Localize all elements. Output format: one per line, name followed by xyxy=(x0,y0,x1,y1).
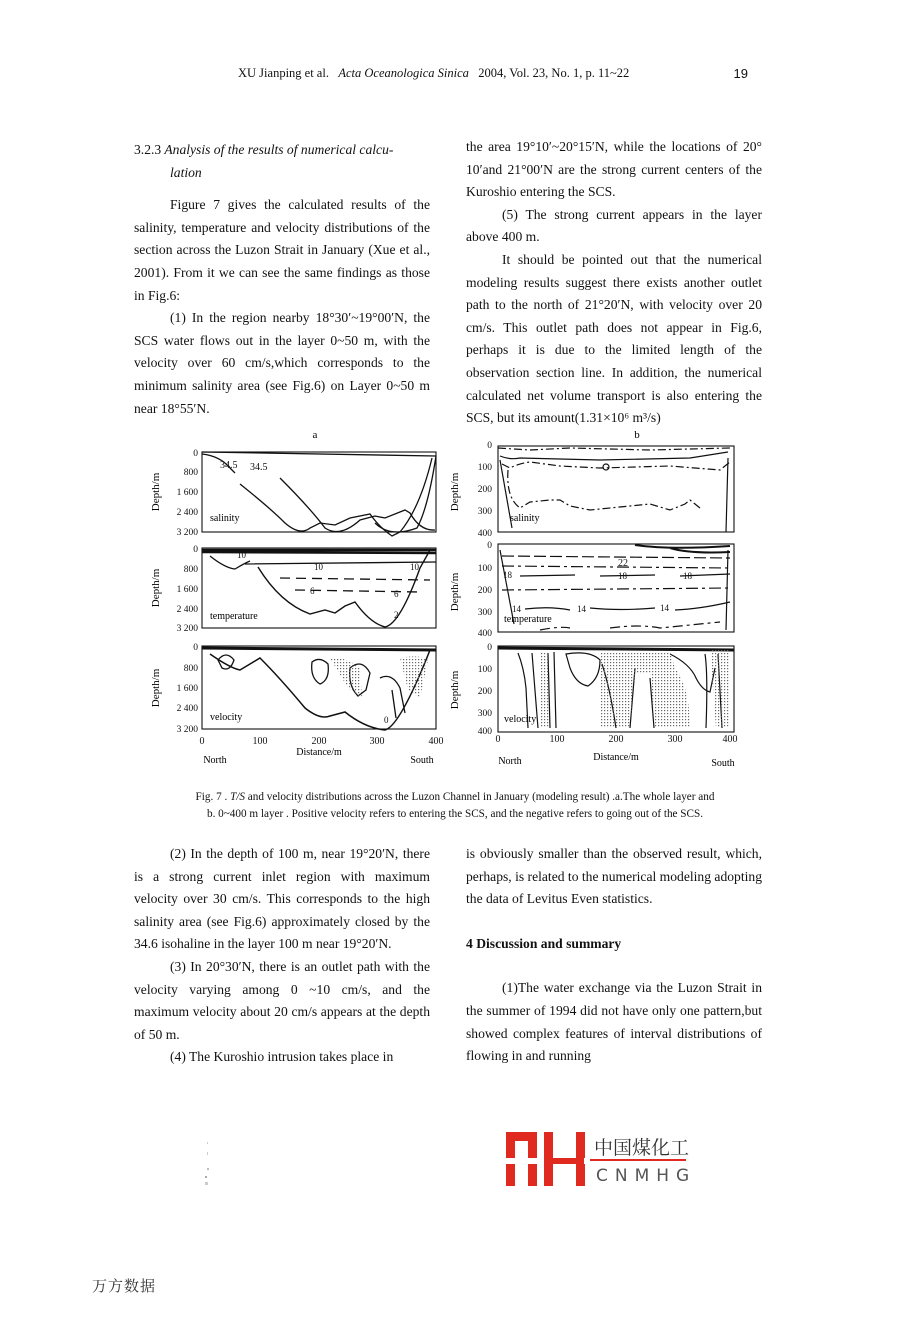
svg-text:2 400: 2 400 xyxy=(176,605,198,615)
panel-a-xlabel: Distance/m xyxy=(296,747,342,758)
running-header xyxy=(238,66,748,81)
svg-text:10: 10 xyxy=(237,550,246,560)
svg-text:0: 0 xyxy=(487,643,492,653)
svg-text:300: 300 xyxy=(667,734,683,745)
svg-text:34.5: 34.5 xyxy=(250,462,268,473)
panel-a xyxy=(202,452,436,730)
section-heading xyxy=(134,139,430,162)
panel-a-north: North xyxy=(203,755,227,766)
paragraph: Figure 7 gives the calculated results of the salinity, temperature and velocity distributions of the section across the Luzon Strait in January (Xue et al., 2001). From it we can see the same findings as those in Fig.6: xyxy=(134,197,430,303)
svg-text:2 400: 2 400 xyxy=(176,508,198,518)
header-citation: 2004, Vol. 23, No. 1, p. 11~22 xyxy=(478,66,630,80)
svg-text:2 400: 2 400 xyxy=(176,704,198,714)
svg-text:400: 400 xyxy=(722,734,738,745)
page-number: 19 xyxy=(733,66,748,81)
figure-7 xyxy=(130,428,770,778)
paragraph: (1)The water exchange via the Luzon Strait in the summer of 1994 did not have only one pattern,but showed complex features of interval distributions of flowing in and running xyxy=(466,980,762,1064)
velocity-shading xyxy=(400,656,428,698)
svg-text:3 200: 3 200 xyxy=(176,528,198,538)
row-label-salinity: salinity xyxy=(210,513,240,524)
svg-text:800: 800 xyxy=(183,565,198,575)
section-heading-4: 4 Discussion and summary xyxy=(466,935,622,951)
panel-b-yticks xyxy=(478,441,493,737)
svg-text:14: 14 xyxy=(512,604,521,614)
paragraph: (2) In the depth of 100 m, near 19°20′N, there is a strong current inlet region with maximum velocity over 30 cm/s. This corresponds to the high salinity area (see Fig.6) approximately closed by the 34.6 isohaline in the layer 100 m near 19°20′N. xyxy=(134,846,430,952)
svg-text:200: 200 xyxy=(608,734,624,745)
svg-text:6: 6 xyxy=(394,589,399,599)
paragraph: the area 19°10′~20°15′N, while the locations of 20° 10′and 21°00′N are the strong current centers of the Kuroshio entering the SCS. xyxy=(466,139,762,200)
svg-text:400: 400 xyxy=(477,727,492,737)
header-journal: Acta Oceanologica Sinica xyxy=(338,66,469,80)
svg-text:400: 400 xyxy=(428,736,444,747)
panel-b-xlabel: Distance/m xyxy=(593,752,639,763)
left-column-bottom xyxy=(134,843,430,1069)
figure-caption xyxy=(140,789,770,823)
svg-text:300: 300 xyxy=(369,736,385,747)
svg-text:800: 800 xyxy=(183,664,198,674)
panel-a-ylabel: Depth/m xyxy=(150,472,162,512)
wanfang-watermark: 万方数据 xyxy=(92,1277,157,1295)
panel-b-north: North xyxy=(498,756,522,767)
panel-b-ylabel: Depth/m xyxy=(449,472,461,512)
svg-text:100: 100 xyxy=(549,734,565,745)
svg-text:0: 0 xyxy=(199,736,205,747)
svg-text:1 600: 1 600 xyxy=(176,684,198,694)
panel-b-xticks xyxy=(496,734,738,745)
row-label-salinity: salinity xyxy=(510,513,540,524)
svg-text:100: 100 xyxy=(477,463,492,473)
scan-artifact xyxy=(203,1140,213,1190)
row-label-temperature: temperature xyxy=(210,611,258,622)
paragraph: is obviously smaller than the observed result, which, perhaps, is related to the numerical modeling adopting the data of Levitus Even statistics. xyxy=(466,846,762,907)
panel-b-label: b xyxy=(634,429,640,441)
section-number: 3.2.3 xyxy=(134,142,162,157)
panel-a-xticks xyxy=(200,736,444,747)
svg-text:0: 0 xyxy=(487,441,492,451)
svg-text:200: 200 xyxy=(477,687,492,697)
velocity-shading xyxy=(540,652,550,728)
svg-text:100: 100 xyxy=(252,736,268,747)
svg-text:0: 0 xyxy=(487,541,492,551)
mh-logo-icon xyxy=(506,1128,716,1192)
paragraph: (5) The strong current appears in the layer above 400 m. xyxy=(466,206,762,245)
svg-text:18: 18 xyxy=(618,571,627,581)
svg-text:0: 0 xyxy=(193,643,198,653)
logo-en-name: CNMHG xyxy=(596,1166,697,1186)
left-column-top xyxy=(134,139,430,420)
panel-a-ylabel: Depth/m xyxy=(150,568,162,608)
svg-text:1 600: 1 600 xyxy=(176,585,198,595)
section-title-continued: lation xyxy=(170,164,202,180)
svg-text:18: 18 xyxy=(683,571,692,581)
svg-text:0: 0 xyxy=(384,715,389,725)
row-label-temperature: temperature xyxy=(504,614,552,625)
velocity-shading xyxy=(564,652,690,728)
svg-text:100: 100 xyxy=(477,564,492,574)
panel-a-yticks xyxy=(177,449,199,735)
paragraph: (3) In 20°30′N, there is an outlet path with the velocity varying among 0 ~10 cm/s, and the maximum velocity about 20 cm/s appears at the depth of 50 m. xyxy=(134,958,430,1042)
header-authors: XU Jianping et al. xyxy=(238,66,329,80)
cnmhg-logo xyxy=(506,1128,716,1192)
svg-text:300: 300 xyxy=(477,507,492,517)
panel-b-ylabel: Depth/m xyxy=(449,572,461,612)
panel-a-south: South xyxy=(410,755,434,766)
svg-text:0: 0 xyxy=(495,734,501,745)
row-label-velocity: velocity xyxy=(504,714,537,725)
panel-b-south: South xyxy=(711,758,735,769)
right-column-top xyxy=(466,136,762,430)
paragraph: (1) In the region nearby 18°30′~19°00′N, the SCS water flows out in the layer 0~50 m, with the velocity over 60 cm/s,which corresponds to the minimum salinity area (see Fig.6) on Layer 0~50 m near 18°55′N. xyxy=(134,310,430,416)
svg-text:14: 14 xyxy=(577,604,586,614)
svg-text:34.5: 34.5 xyxy=(220,460,238,471)
svg-text:400: 400 xyxy=(477,529,492,539)
svg-text:3 200: 3 200 xyxy=(176,725,198,735)
svg-text:0: 0 xyxy=(193,449,198,459)
caption-line-1: Fig. 7 . T/S and velocity distributions across the Luzon Channel in January (modeling result) .a.The whole layer and xyxy=(195,791,715,803)
svg-text:300: 300 xyxy=(477,709,492,719)
right-column-bottom xyxy=(466,843,762,1068)
row-label-velocity: velocity xyxy=(210,712,243,723)
svg-text:14: 14 xyxy=(660,603,669,613)
logo-cn-name: 中国煤化工 xyxy=(594,1137,690,1159)
svg-text:6: 6 xyxy=(310,586,315,596)
svg-text:18: 18 xyxy=(503,570,512,580)
paragraph: It should be pointed out that the numerical modeling results suggest there exists another outlet path to the north of 21°20′N, with velocity over 20 cm/s. This outlet path does not appear in Fig.6, perhaps it is due to the limited length of the observation section line. In addition, the numerical calculated net volume transport is also entering the SCS, but its amount(1.31×10⁶ m³/s) xyxy=(466,251,762,426)
svg-text:1 600: 1 600 xyxy=(176,488,198,498)
svg-text:800: 800 xyxy=(183,468,198,478)
svg-text:300: 300 xyxy=(477,608,492,618)
svg-text:10: 10 xyxy=(314,562,323,572)
paragraph: (4) The Kuroshio intrusion takes place in xyxy=(170,1049,394,1065)
svg-text:10: 10 xyxy=(410,562,419,572)
svg-text:400: 400 xyxy=(477,629,492,639)
panel-b-ylabel: Depth/m xyxy=(449,670,461,710)
panel-a-ylabel: Depth/m xyxy=(150,668,162,708)
svg-text:200: 200 xyxy=(311,736,327,747)
svg-text:2: 2 xyxy=(394,610,399,620)
svg-text:3 200: 3 200 xyxy=(176,624,198,634)
svg-text:200: 200 xyxy=(477,485,492,495)
svg-text:100: 100 xyxy=(477,665,492,675)
panel-a-label: a xyxy=(312,429,318,441)
svg-text:0: 0 xyxy=(193,545,198,555)
caption-line-2: b. 0~400 m layer . Positive velocity refers to entering the SCS, and the negative refers to going out of the SCS. xyxy=(206,808,704,820)
section-title: Analysis of the results of numerical calcu- xyxy=(164,142,394,157)
svg-text:22: 22 xyxy=(618,558,628,569)
panel-a-contour-labels xyxy=(220,460,420,725)
svg-text:200: 200 xyxy=(477,586,492,596)
velocity-shading xyxy=(710,650,730,728)
